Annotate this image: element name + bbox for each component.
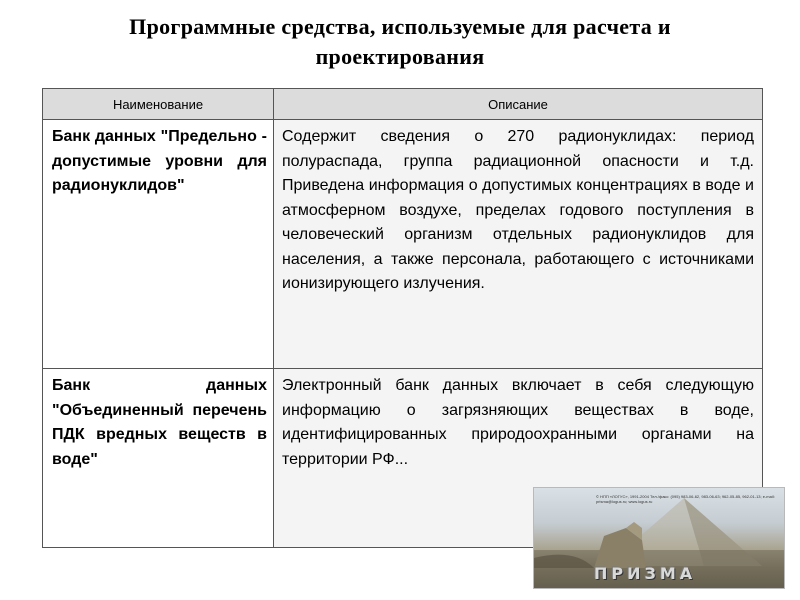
page-title-line1: Программные средства, используемые для расчета и (129, 14, 671, 39)
page-title-line2: проектирования (315, 44, 485, 69)
table-header-row (43, 89, 763, 120)
header-name: Наименование (43, 89, 274, 120)
prisma-logo (533, 487, 785, 589)
table-row (43, 120, 763, 369)
row-name: Банк данных "Предельно - допустимые уровни для радионуклидов" (43, 120, 274, 369)
header-description: Описание (274, 89, 763, 120)
logo-small-text: © НПП «ЛОГУС», 1991-2004 Тел./факс: (095) 983-06-62, 983-06-63; 962-05-85, 962-01-13; e-mail: prisma@logus.ru; www.logus.ru (596, 494, 775, 504)
logo-word: ПРИЗМА (594, 564, 697, 583)
row-description: Электронный банк данных включает в себя следующую информацию о загрязняющих веществах в воде, идентифицированных природоохранными органами на территории РФ... (274, 369, 763, 548)
page-title (0, 12, 800, 72)
software-table (42, 88, 763, 548)
row-name: Банк данных "Объединенный перечень ПДК вредных веществ в воде" (43, 369, 274, 548)
row-description: Содержит сведения о 270 радионуклидах: период полураспада, группа радиационной опасности и т.д. Приведена информация о допустимых концентрациях в воде и атмосферном воздухе, пределах годового поступления в человеческий организм отдельных радионуклидов для населения, а также персонала, работающего с источниками ионизирующего излучения. (274, 120, 763, 369)
